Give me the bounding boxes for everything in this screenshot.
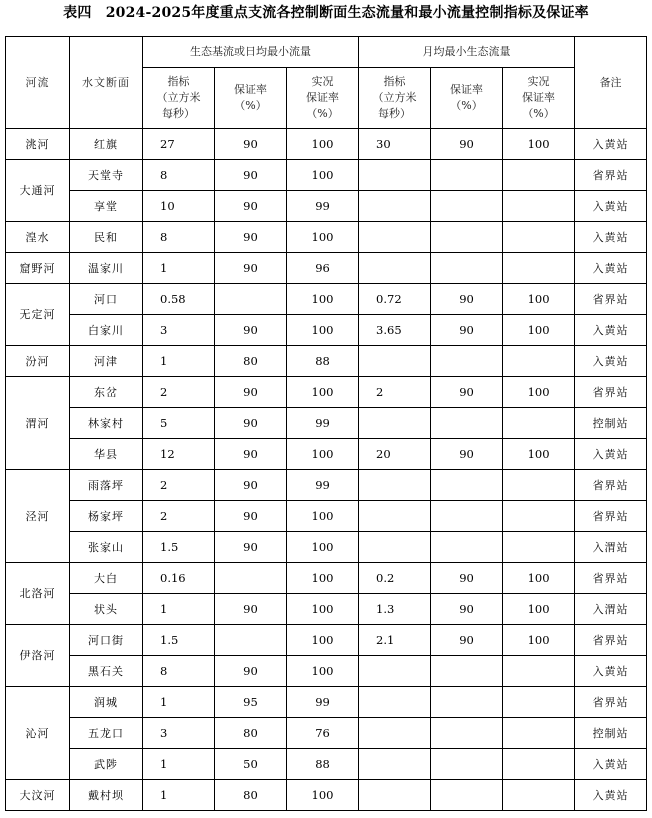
value-cell-m-ind xyxy=(359,470,431,501)
value-cell-d-rate: 90 xyxy=(215,160,287,191)
value-cell-d-act: 88 xyxy=(287,749,359,780)
river-cell: 窟野河 xyxy=(6,253,70,284)
value-cell-d-rate: 90 xyxy=(215,377,287,408)
station-cell: 白家川 xyxy=(70,315,143,346)
value-cell-d-act: 88 xyxy=(287,346,359,377)
value-cell-d-act: 100 xyxy=(287,625,359,656)
table-row xyxy=(6,346,647,377)
value-cell-d-rate: 90 xyxy=(215,439,287,470)
table-row xyxy=(6,501,647,532)
value-cell-d-act: 100 xyxy=(287,501,359,532)
value-cell-d-act: 100 xyxy=(287,377,359,408)
header-daily-actual: 实况 保证率 （%） xyxy=(287,68,359,129)
value-cell-m-ind xyxy=(359,191,431,222)
value-cell-d-rate: 50 xyxy=(215,749,287,780)
table-row xyxy=(6,718,647,749)
value-cell-d-act: 96 xyxy=(287,253,359,284)
value-cell-d-rate: 80 xyxy=(215,780,287,811)
remark-cell: 省界站 xyxy=(575,501,647,532)
remark-cell: 入渭站 xyxy=(575,594,647,625)
value-cell-m-ind: 0.72 xyxy=(359,284,431,315)
station-cell: 武陟 xyxy=(70,749,143,780)
value-cell-d-ind: 1.5 xyxy=(143,532,215,563)
value-cell-m-ind: 20 xyxy=(359,439,431,470)
remark-cell: 入黄站 xyxy=(575,656,647,687)
value-cell-m-act xyxy=(503,749,575,780)
value-cell-d-ind: 8 xyxy=(143,160,215,191)
value-cell-m-ind: 0.2 xyxy=(359,563,431,594)
table-title: 表四 2024-2025年度重点支流各控制断面生态流量和最小流量控制指标及保证率 xyxy=(63,5,589,21)
river-cell: 沁河 xyxy=(6,687,70,780)
value-cell-d-ind: 1 xyxy=(143,687,215,718)
header-monthly-indicator: 指标 （立方米 每秒） xyxy=(359,68,431,129)
remark-cell: 省界站 xyxy=(575,470,647,501)
header-monthly-guarantee: 保证率 （%） xyxy=(431,68,503,129)
value-cell-d-act: 100 xyxy=(287,160,359,191)
value-cell-d-ind: 5 xyxy=(143,408,215,439)
station-cell: 林家村 xyxy=(70,408,143,439)
header-daily-indicator: 指标 （立方米 每秒） xyxy=(143,68,215,129)
value-cell-d-act: 100 xyxy=(287,129,359,160)
value-cell-m-ind xyxy=(359,780,431,811)
value-cell-d-ind: 10 xyxy=(143,191,215,222)
table-row xyxy=(6,222,647,253)
remark-cell: 控制站 xyxy=(575,408,647,439)
remark-cell: 省界站 xyxy=(575,377,647,408)
value-cell-m-act xyxy=(503,408,575,439)
remark-cell: 控制站 xyxy=(575,718,647,749)
value-cell-m-rate xyxy=(431,656,503,687)
value-cell-d-ind: 3 xyxy=(143,718,215,749)
value-cell-d-rate: 90 xyxy=(215,656,287,687)
value-cell-m-rate xyxy=(431,408,503,439)
table-row xyxy=(6,191,647,222)
value-cell-m-ind xyxy=(359,718,431,749)
station-cell: 杨家坪 xyxy=(70,501,143,532)
value-cell-m-act xyxy=(503,253,575,284)
value-cell-d-ind: 8 xyxy=(143,656,215,687)
station-cell: 享堂 xyxy=(70,191,143,222)
table-row xyxy=(6,160,647,191)
value-cell-d-rate: 90 xyxy=(215,222,287,253)
value-cell-m-ind: 2 xyxy=(359,377,431,408)
value-cell-m-act: 100 xyxy=(503,439,575,470)
value-cell-m-rate xyxy=(431,191,503,222)
value-cell-d-ind: 27 xyxy=(143,129,215,160)
header-river: 河流 xyxy=(6,37,70,129)
value-cell-d-act: 100 xyxy=(287,594,359,625)
value-cell-d-act: 99 xyxy=(287,191,359,222)
value-cell-d-act: 100 xyxy=(287,315,359,346)
value-cell-m-act xyxy=(503,718,575,749)
station-cell: 天堂寺 xyxy=(70,160,143,191)
value-cell-m-ind xyxy=(359,160,431,191)
table-row xyxy=(6,594,647,625)
value-cell-d-rate: 90 xyxy=(215,191,287,222)
value-cell-d-act: 99 xyxy=(287,687,359,718)
remark-cell: 入黄站 xyxy=(575,749,647,780)
station-cell: 雨落坪 xyxy=(70,470,143,501)
station-cell: 五龙口 xyxy=(70,718,143,749)
table-row xyxy=(6,687,647,718)
value-cell-d-rate: 90 xyxy=(215,253,287,284)
value-cell-m-ind: 1.3 xyxy=(359,594,431,625)
table-row xyxy=(6,377,647,408)
value-cell-m-ind xyxy=(359,222,431,253)
river-cell: 大汶河 xyxy=(6,780,70,811)
station-cell: 润城 xyxy=(70,687,143,718)
remark-cell: 省界站 xyxy=(575,687,647,718)
value-cell-m-rate xyxy=(431,718,503,749)
station-cell: 华县 xyxy=(70,439,143,470)
station-cell: 戴村坝 xyxy=(70,780,143,811)
header-monthly-actual: 实况 保证率 （%） xyxy=(503,68,575,129)
value-cell-m-ind xyxy=(359,532,431,563)
value-cell-m-rate: 90 xyxy=(431,284,503,315)
value-cell-m-rate xyxy=(431,687,503,718)
value-cell-m-act: 100 xyxy=(503,563,575,594)
river-cell: 湟水 xyxy=(6,222,70,253)
value-cell-d-rate: 80 xyxy=(215,346,287,377)
table-row xyxy=(6,563,647,594)
value-cell-d-rate: 90 xyxy=(215,501,287,532)
value-cell-m-act xyxy=(503,501,575,532)
value-cell-d-rate xyxy=(215,625,287,656)
river-cell: 渭河 xyxy=(6,377,70,470)
value-cell-d-act: 100 xyxy=(287,284,359,315)
value-cell-d-rate: 90 xyxy=(215,532,287,563)
value-cell-d-rate: 90 xyxy=(215,594,287,625)
value-cell-d-ind: 2 xyxy=(143,501,215,532)
value-cell-d-act: 100 xyxy=(287,563,359,594)
value-cell-m-rate: 90 xyxy=(431,594,503,625)
river-cell: 汾河 xyxy=(6,346,70,377)
value-cell-d-act: 99 xyxy=(287,470,359,501)
value-cell-m-ind xyxy=(359,687,431,718)
table-row xyxy=(6,749,647,780)
value-cell-m-rate: 90 xyxy=(431,625,503,656)
station-cell: 红旗 xyxy=(70,129,143,160)
value-cell-d-rate xyxy=(215,284,287,315)
station-cell: 张家山 xyxy=(70,532,143,563)
value-cell-d-ind: 2 xyxy=(143,377,215,408)
value-cell-m-act: 100 xyxy=(503,129,575,160)
table-row xyxy=(6,780,647,811)
station-cell: 河口 xyxy=(70,284,143,315)
remark-cell: 省界站 xyxy=(575,563,647,594)
value-cell-m-act xyxy=(503,470,575,501)
value-cell-m-act xyxy=(503,656,575,687)
value-cell-m-ind xyxy=(359,346,431,377)
value-cell-m-rate: 90 xyxy=(431,377,503,408)
value-cell-d-rate: 90 xyxy=(215,408,287,439)
header-daily-guarantee: 保证率 （%） xyxy=(215,68,287,129)
station-cell: 民和 xyxy=(70,222,143,253)
value-cell-m-act xyxy=(503,160,575,191)
value-cell-d-ind: 1 xyxy=(143,780,215,811)
value-cell-m-rate xyxy=(431,780,503,811)
river-cell: 大通河 xyxy=(6,160,70,222)
header-station: 水文断面 xyxy=(70,37,143,129)
value-cell-d-act: 100 xyxy=(287,439,359,470)
value-cell-m-rate xyxy=(431,160,503,191)
value-cell-m-act: 100 xyxy=(503,625,575,656)
ecological-flow-table xyxy=(5,36,647,811)
value-cell-d-ind: 0.16 xyxy=(143,563,215,594)
remark-cell: 入黄站 xyxy=(575,780,647,811)
value-cell-m-act: 100 xyxy=(503,284,575,315)
value-cell-m-rate xyxy=(431,253,503,284)
table-row xyxy=(6,439,647,470)
value-cell-d-act: 100 xyxy=(287,222,359,253)
value-cell-m-ind: 30 xyxy=(359,129,431,160)
header-remark: 备注 xyxy=(575,37,647,129)
value-cell-m-ind: 3.65 xyxy=(359,315,431,346)
value-cell-m-rate xyxy=(431,501,503,532)
value-cell-d-rate: 90 xyxy=(215,315,287,346)
value-cell-d-act: 100 xyxy=(287,532,359,563)
value-cell-m-ind xyxy=(359,749,431,780)
value-cell-d-ind: 1 xyxy=(143,594,215,625)
table-row xyxy=(6,408,647,439)
remark-cell: 入渭站 xyxy=(575,532,647,563)
river-cell: 洮河 xyxy=(6,129,70,160)
table-row xyxy=(6,625,647,656)
value-cell-d-ind: 1 xyxy=(143,346,215,377)
river-cell: 泾河 xyxy=(6,470,70,563)
value-cell-m-rate: 90 xyxy=(431,563,503,594)
remark-cell: 省界站 xyxy=(575,284,647,315)
value-cell-d-rate xyxy=(215,563,287,594)
table-row xyxy=(6,253,647,284)
remark-cell: 入黄站 xyxy=(575,315,647,346)
table-row xyxy=(6,532,647,563)
remark-cell: 省界站 xyxy=(575,625,647,656)
remark-cell: 省界站 xyxy=(575,160,647,191)
value-cell-m-rate xyxy=(431,532,503,563)
river-cell: 北洛河 xyxy=(6,563,70,625)
value-cell-d-rate: 90 xyxy=(215,470,287,501)
value-cell-m-act xyxy=(503,191,575,222)
table-row xyxy=(6,284,647,315)
value-cell-m-rate: 90 xyxy=(431,129,503,160)
remark-cell: 入黄站 xyxy=(575,439,647,470)
value-cell-d-ind: 12 xyxy=(143,439,215,470)
station-cell: 黑石关 xyxy=(70,656,143,687)
value-cell-m-rate: 90 xyxy=(431,315,503,346)
value-cell-m-act xyxy=(503,222,575,253)
value-cell-m-act xyxy=(503,532,575,563)
value-cell-m-rate xyxy=(431,470,503,501)
value-cell-m-ind xyxy=(359,408,431,439)
value-cell-d-act: 100 xyxy=(287,780,359,811)
value-cell-m-act xyxy=(503,346,575,377)
station-cell: 东岔 xyxy=(70,377,143,408)
table-row xyxy=(6,470,647,501)
remark-cell: 入黄站 xyxy=(575,253,647,284)
value-cell-d-rate: 95 xyxy=(215,687,287,718)
remark-cell: 入黄站 xyxy=(575,129,647,160)
remark-cell: 入黄站 xyxy=(575,191,647,222)
value-cell-m-act: 100 xyxy=(503,315,575,346)
value-cell-m-ind xyxy=(359,501,431,532)
value-cell-d-rate: 80 xyxy=(215,718,287,749)
river-cell: 伊洛河 xyxy=(6,625,70,687)
value-cell-m-ind xyxy=(359,656,431,687)
table-row xyxy=(6,129,647,160)
value-cell-m-ind: 2.1 xyxy=(359,625,431,656)
value-cell-m-act: 100 xyxy=(503,594,575,625)
station-cell: 大白 xyxy=(70,563,143,594)
station-cell: 状头 xyxy=(70,594,143,625)
value-cell-d-ind: 3 xyxy=(143,315,215,346)
station-cell: 河口街 xyxy=(70,625,143,656)
value-cell-m-rate xyxy=(431,346,503,377)
value-cell-m-act: 100 xyxy=(503,377,575,408)
value-cell-m-act xyxy=(503,780,575,811)
value-cell-d-act: 76 xyxy=(287,718,359,749)
value-cell-m-rate: 90 xyxy=(431,439,503,470)
station-cell: 河津 xyxy=(70,346,143,377)
table-body xyxy=(6,129,647,811)
value-cell-d-ind: 8 xyxy=(143,222,215,253)
value-cell-m-rate xyxy=(431,222,503,253)
header-group-monthly: 月均最小生态流量 xyxy=(359,37,575,68)
value-cell-d-ind: 1 xyxy=(143,749,215,780)
value-cell-d-act: 100 xyxy=(287,656,359,687)
river-cell: 无定河 xyxy=(6,284,70,346)
remark-cell: 入黄站 xyxy=(575,346,647,377)
remark-cell: 入黄站 xyxy=(575,222,647,253)
value-cell-d-ind: 2 xyxy=(143,470,215,501)
header-group-daily: 生态基流或日均最小流量 xyxy=(143,37,359,68)
value-cell-d-act: 99 xyxy=(287,408,359,439)
value-cell-d-ind: 1.5 xyxy=(143,625,215,656)
station-cell: 温家川 xyxy=(70,253,143,284)
value-cell-m-ind xyxy=(359,253,431,284)
value-cell-d-ind: 0.58 xyxy=(143,284,215,315)
value-cell-m-rate xyxy=(431,749,503,780)
table-row xyxy=(6,315,647,346)
table-row xyxy=(6,656,647,687)
value-cell-m-act xyxy=(503,687,575,718)
value-cell-d-rate: 90 xyxy=(215,129,287,160)
value-cell-d-ind: 1 xyxy=(143,253,215,284)
